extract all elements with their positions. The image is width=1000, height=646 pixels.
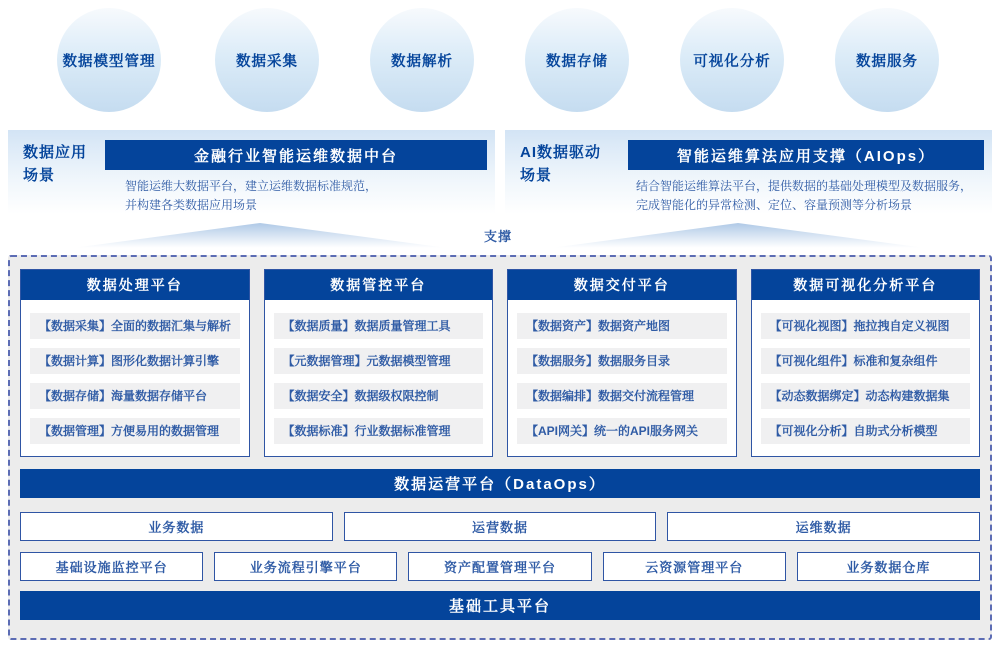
platform-column-data-governance: [264, 269, 494, 457]
list-item: 【API网关】统一的API服务网关: [517, 418, 727, 444]
capability-circle-data-model-mgmt: [57, 8, 161, 112]
list-item: 【数据服务】数据服务目录: [517, 348, 727, 374]
column-title: 数据交付平台: [508, 270, 736, 300]
column-title: 数据管控平台: [265, 270, 493, 300]
support-chevron-left: [65, 223, 455, 249]
circle-label: 数据服务: [856, 53, 918, 70]
data-sources-row: [20, 512, 980, 541]
scenario-desc-line1: 智能运维大数据平台，建立运维数据标准规范，: [125, 179, 378, 193]
platform-columns: [20, 269, 980, 457]
scenario-description: [105, 177, 487, 215]
support-label: 支撑: [483, 229, 512, 244]
list-item: 【数据编排】数据交付流程管理: [517, 383, 727, 409]
column-title: 数据可视化分析平台: [752, 270, 980, 300]
list-item: 【数据标准】行业数据标准管理: [274, 418, 484, 444]
scenario-panel-data-application: [8, 130, 495, 214]
circle-label: 可视化分析: [693, 53, 771, 70]
scenario-label-line2: 场景: [520, 167, 553, 184]
list-item: 【可视化分析】自助式分析模型: [761, 418, 971, 444]
data-source-business: 业务数据: [20, 512, 333, 541]
data-source-operations: 运营数据: [344, 512, 657, 541]
column-body: [21, 300, 249, 456]
circle-label: 数据解析: [391, 53, 453, 70]
platform-column-data-processing: [20, 269, 250, 457]
column-body: [508, 300, 736, 456]
column-body: [752, 300, 980, 456]
base-tools-banner: 基础工具平台: [20, 591, 980, 620]
capability-circle-visual-analysis: [680, 8, 784, 112]
scenario-label-line2: 场景: [23, 167, 56, 184]
circle-label: 数据采集: [236, 53, 298, 70]
scenario-banner-aiops-support: 智能运维算法应用支撑（AIOps）: [628, 140, 984, 170]
scenario-label-line1: AI数据驱动: [520, 144, 602, 161]
platform-column-data-visualization: [751, 269, 981, 457]
scenario-label: [505, 130, 628, 214]
list-item: 【数据管理】方便易用的数据管理: [30, 418, 240, 444]
platform-column-data-delivery: [507, 269, 737, 457]
circle-label: 数据模型管理: [62, 53, 156, 70]
column-title: 数据处理平台: [21, 270, 249, 300]
capability-circle-data-service: [835, 8, 939, 112]
base-platform-workflow-engine: 业务流程引擎平台: [214, 552, 397, 581]
list-item: 【数据资产】数据资产地图: [517, 313, 727, 339]
scenario-desc-line2: 完成智能化的异常检测、定位、容量预测等分析场景: [636, 198, 913, 212]
scenario-panel-ai-data-driven: [505, 130, 992, 214]
column-body: [265, 300, 493, 456]
support-chevron-right: [543, 223, 933, 249]
scenario-content: [105, 130, 495, 214]
platform-architecture-panel: [8, 255, 992, 640]
list-item: 【数据质量】数据质量管理工具: [274, 313, 484, 339]
dataops-banner: 数据运营平台（DataOps）: [20, 469, 980, 498]
scenario-content: [628, 130, 992, 214]
capability-circle-data-storage: [525, 8, 629, 112]
circle-label: 数据存储: [546, 53, 608, 70]
list-item: 【动态数据绑定】动态构建数据集: [761, 383, 971, 409]
list-item: 【可视化视图】拖拉拽自定义视图: [761, 313, 971, 339]
scenario-desc-line1: 结合智能运维算法平台，提供数据的基础处理模型及数据服务，: [636, 179, 973, 193]
data-source-maintenance: 运维数据: [667, 512, 980, 541]
base-platform-data-warehouse: 业务数据仓库: [797, 552, 980, 581]
list-item: 【数据安全】数据级权限控制: [274, 383, 484, 409]
list-item: 【数据计算】图形化数据计算引擎: [30, 348, 240, 374]
list-item: 【可视化组件】标准和复杂组件: [761, 348, 971, 374]
scenario-label: [8, 130, 105, 214]
scenario-label-line1: 数据应用: [23, 144, 88, 161]
base-platform-asset-config: 资产配置管理平台: [408, 552, 591, 581]
scenario-description: [628, 177, 984, 215]
capability-circle-data-collection: [215, 8, 319, 112]
base-platform-infra-monitoring: 基础设施监控平台: [20, 552, 203, 581]
list-item: 【数据存储】海量数据存储平台: [30, 383, 240, 409]
list-item: 【元数据管理】元数据模型管理: [274, 348, 484, 374]
scenario-banner-data-midplatform: 金融行业智能运维数据中台: [105, 140, 487, 170]
scenario-desc-line2: 并构建各类数据应用场景: [125, 198, 258, 212]
list-item: 【数据采集】全面的数据汇集与解析: [30, 313, 240, 339]
base-platforms-row: [20, 552, 980, 581]
capability-circle-data-parsing: [370, 8, 474, 112]
base-platform-cloud-resource: 云资源管理平台: [603, 552, 786, 581]
